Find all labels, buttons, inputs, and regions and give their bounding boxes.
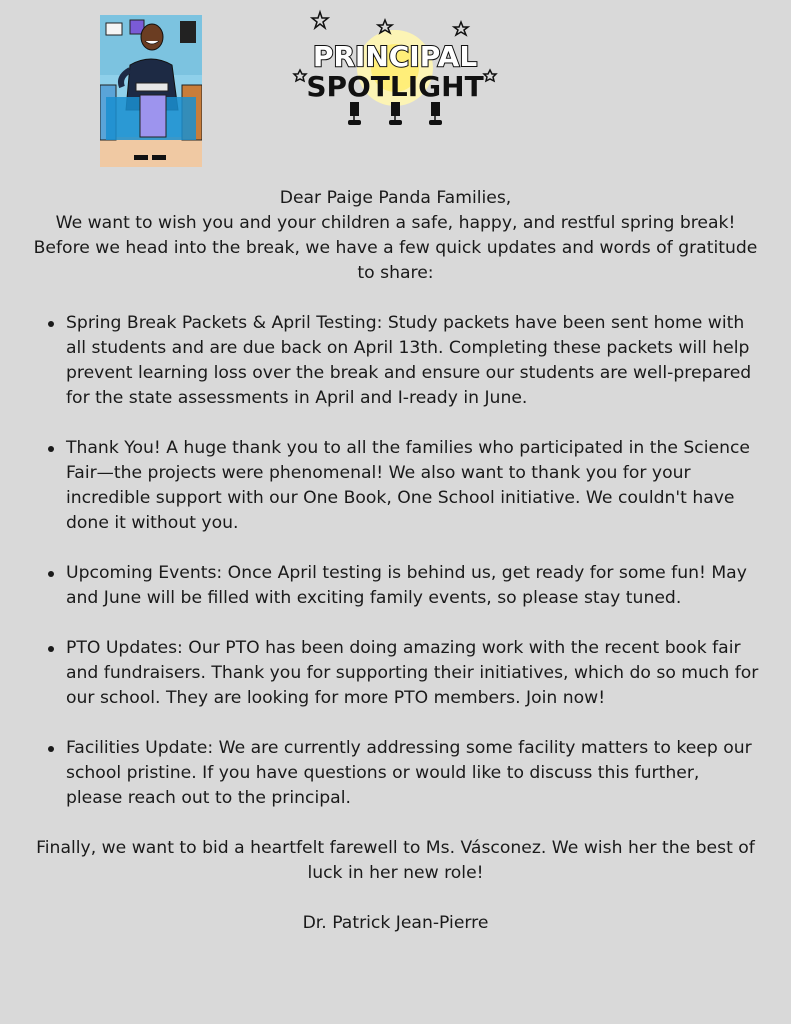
list-item-spring-break: Spring Break Packets & April Testing: Study packets have been sent home with all students and are due back on April 13th. Completing these packets will help prevent learning loss over the break and ensure our students are well-prepared for the state assessments in April and I-ready in June. — [66, 311, 761, 411]
principal-illustration — [100, 15, 202, 167]
spotlight-logo-icon — [290, 8, 505, 132]
list-item-facilities-update: Facilities Update: We are currently addressing some facility matters to keep our school pristine. If you have questions or would like to discuss this further, please reach out to the principal. — [66, 736, 761, 811]
closing-paragraph: Finally, we want to bid a heartfelt farewell to Ms. Vásconez. We wish her the best of luck in her new role! — [36, 838, 755, 883]
list-item-upcoming-events: Upcoming Events: Once April testing is behind us, get ready for some fun! May and June will be filled with exciting family events, so please stay tuned. — [66, 561, 761, 611]
principal-spotlight-logo — [290, 8, 505, 132]
list-item-pto-updates: PTO Updates: Our PTO has been doing amazing work with the recent book fair and fundraisers. Thank you for supporting their initiatives, which do so much for our school. They are looking for more PTO members. Join now! — [66, 636, 761, 711]
intro-paragraph: We want to wish you and your children a safe, happy, and restful spring break! Before we head into the break, we have a few quick updates and words of gratitude to share: — [33, 213, 758, 283]
list-item-thank-you: Thank You! A huge thank you to all the families who participated in the Science Fair—the projects were phenomenal! We also want to thank you for your incredible support with our One Book, One School initiative. We couldn't have done it without you. — [66, 436, 761, 536]
greeting: Dear Paige Panda Families, — [279, 188, 512, 208]
principal-cartoon-illustration-icon — [100, 15, 202, 167]
updates-list — [30, 311, 761, 811]
letter-body — [30, 186, 761, 936]
logo-line-spotlight: SPOTLIGHT — [306, 70, 484, 103]
logo-line-principal: PRINCIPAL — [312, 40, 478, 73]
signature: Dr. Patrick Jean-Pierre — [302, 913, 489, 933]
